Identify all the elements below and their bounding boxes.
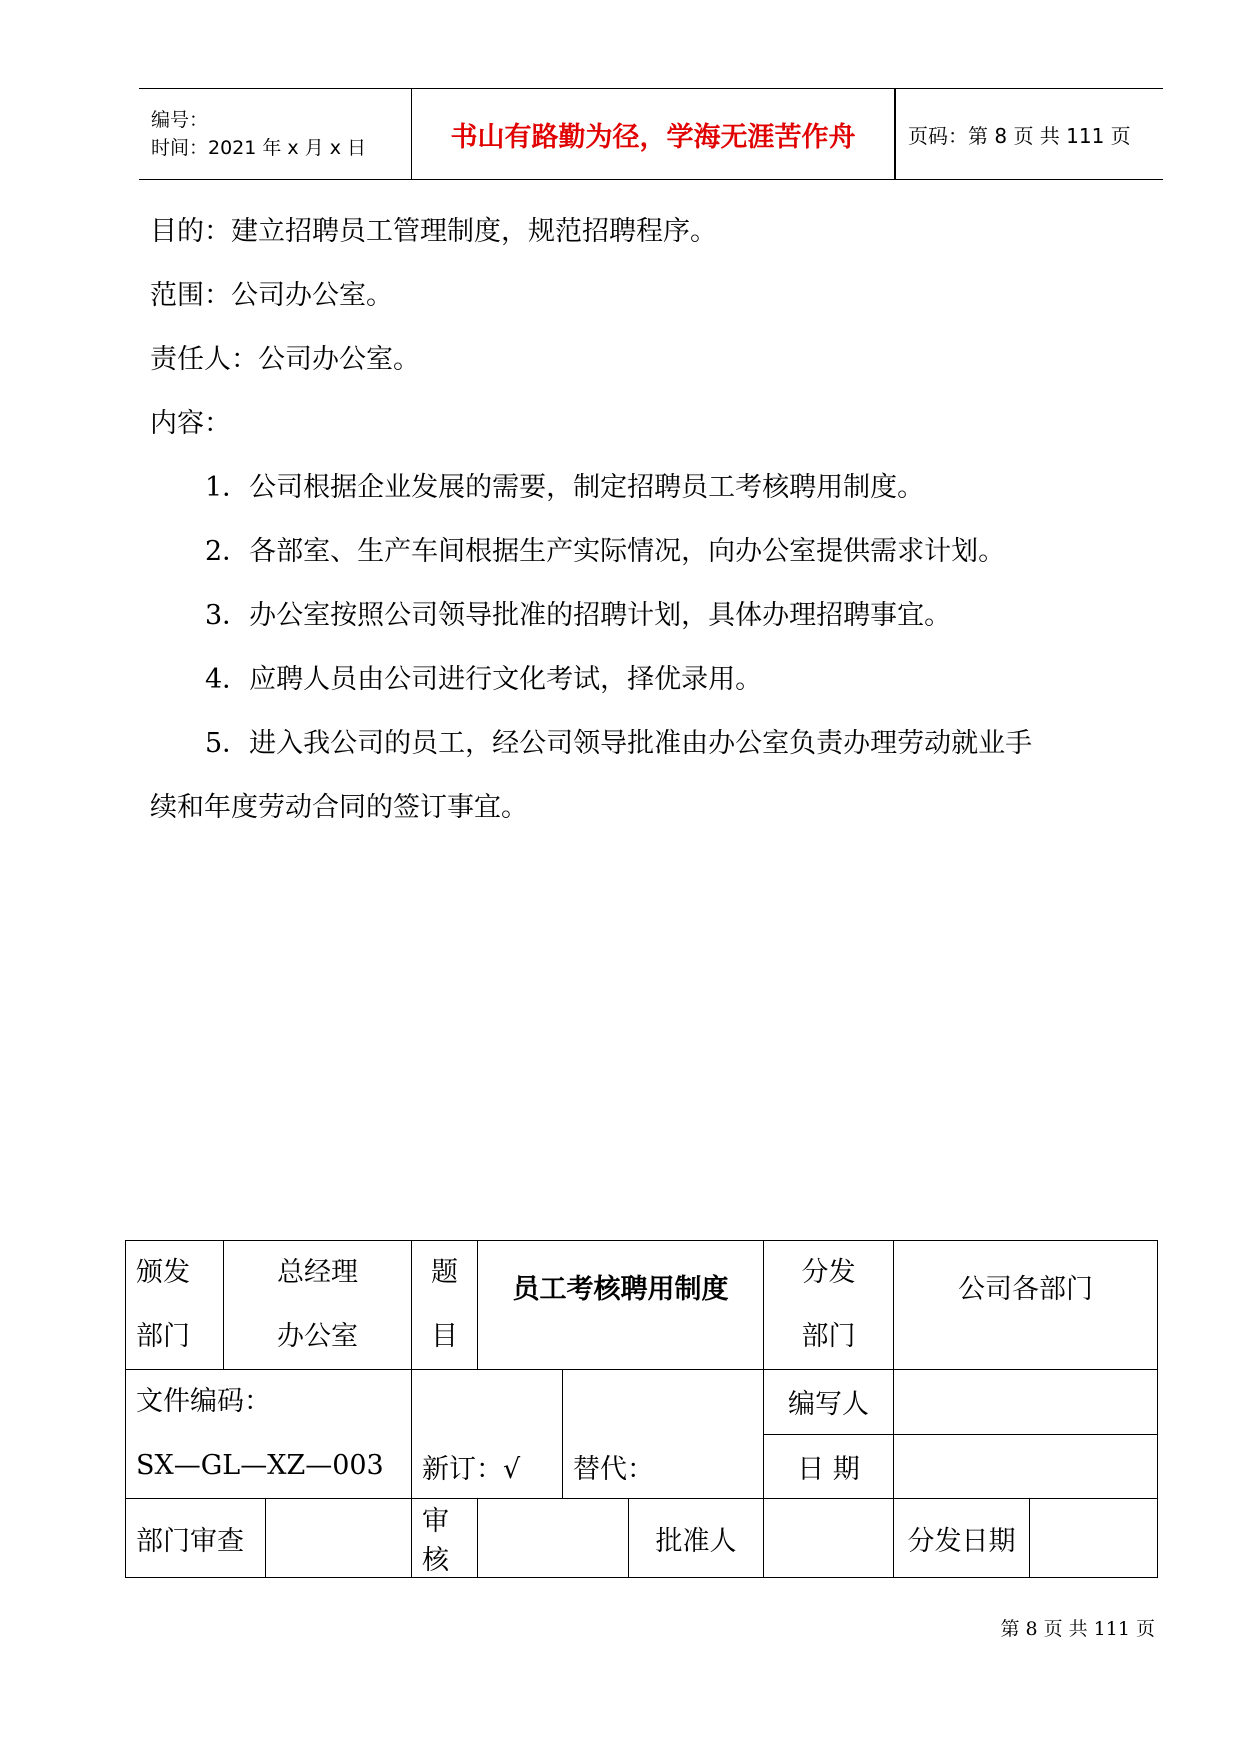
dist-dept-value: 公司各部门: [894, 1241, 1158, 1370]
document-body: [150, 215, 1110, 855]
writer-label: 编写人: [764, 1370, 894, 1435]
dist-date-label: 分发日期: [894, 1499, 1030, 1578]
dist-dept-label: [764, 1241, 894, 1370]
document-control-form: [125, 1240, 1158, 1578]
page-footer: 第 8 页 共 111 页: [1000, 1618, 1155, 1640]
content-item-5-continued: 续和年度劳动合同的签订事宜。: [150, 792, 528, 823]
date-value: [894, 1434, 1158, 1499]
issue-dept-value-line2: 办公室: [277, 1321, 358, 1352]
file-code-value: SX—GL—XZ—003: [136, 1450, 384, 1481]
file-code-label: 文件编码：: [136, 1386, 271, 1417]
scope-line: 范围：公司办公室。: [150, 280, 393, 311]
content-item-3: 3．办公室按照公司领导批准的招聘计划，具体办理招聘事宜。: [205, 600, 952, 631]
header-motto: 书山有路勤为径，学海无涯苦作舟: [412, 89, 896, 180]
dist-dept-label-line2: 部门: [801, 1321, 856, 1352]
time-label: 时间：2021 年 x 月 x 日: [151, 137, 367, 159]
approver-label: 批准人: [629, 1499, 764, 1578]
dept-review-label: 部门审查: [126, 1499, 266, 1578]
header-page-label: 页码：第 8 页 共 111 页: [895, 89, 1163, 180]
dept-review-value: [266, 1499, 412, 1578]
approver-value: [764, 1499, 894, 1578]
title-label-line1: 题: [431, 1257, 458, 1288]
document-header: [139, 88, 1163, 180]
date-label: 日 期: [764, 1434, 894, 1499]
purpose-line: 目的：建立招聘员工管理制度，规范招聘程序。: [150, 216, 717, 247]
issue-dept-value: [224, 1241, 412, 1370]
content-item-4: 4．应聘人员由公司进行文化考试，择优录用。: [205, 664, 763, 695]
replace-cell: 替代：: [563, 1370, 764, 1499]
issue-dept-value-line1: 总经理: [277, 1257, 358, 1288]
writer-value: [894, 1370, 1158, 1435]
dist-dept-label-line1: 分发: [801, 1257, 856, 1288]
content-item-1: 1．公司根据企业发展的需要，制定招聘员工考核聘用制度。: [205, 472, 925, 503]
file-code-cell: [126, 1370, 412, 1499]
title-label-line2: 目: [431, 1321, 458, 1352]
number-label: 编号：: [151, 109, 209, 131]
responsible-line: 责任人：公司办公室。: [150, 344, 420, 375]
issue-dept-label-line2: 部门: [136, 1321, 190, 1352]
document-title: 员工考核聘用制度: [478, 1241, 764, 1370]
content-item-5: 5．进入我公司的员工，经公司领导批准由办公室负责办理劳动就业手: [205, 728, 1033, 759]
issue-dept-label: [126, 1241, 224, 1370]
dist-date-value: [1030, 1499, 1158, 1578]
issue-dept-label-line1: 颁发: [136, 1257, 190, 1288]
header-left-cell: [139, 89, 412, 180]
content-item-2: 2．各部室、生产车间根据生产实际情况，向办公室提供需求计划。: [205, 536, 1006, 567]
review-value: [478, 1499, 629, 1578]
content-label: 内容：: [150, 408, 231, 439]
new-revision-cell: 新订：√: [412, 1370, 563, 1499]
review-label: 审核: [412, 1499, 478, 1578]
title-label: [412, 1241, 478, 1370]
